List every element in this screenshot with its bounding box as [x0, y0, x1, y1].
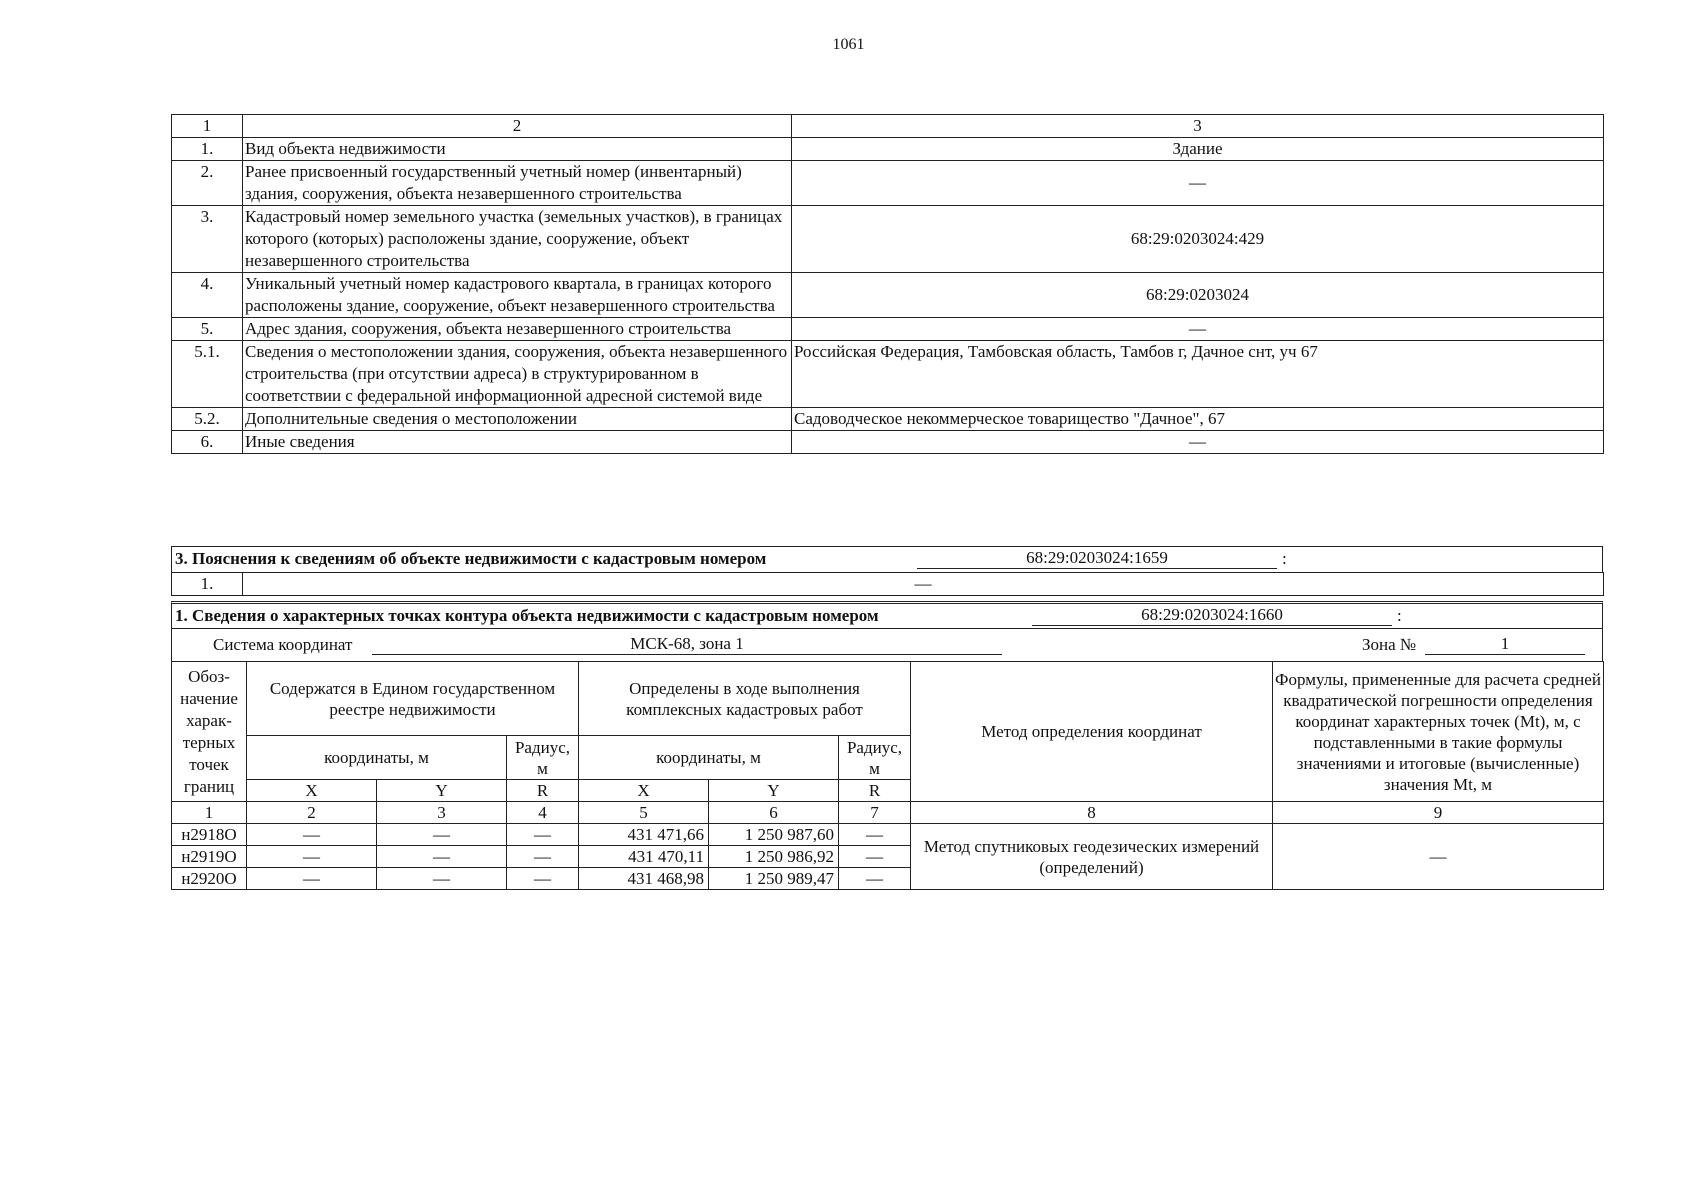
row-value: Садоводческое некоммерческое товарищество "Дачное", 67	[792, 408, 1604, 431]
table-row	[172, 408, 1604, 431]
col-number-3: 3	[792, 115, 1604, 138]
table-row	[172, 206, 1604, 273]
cell-r1: —	[507, 868, 579, 890]
cell-r2: —	[839, 846, 911, 868]
row-label: Сведения о местоположении здания, сооружения, объекта незавершенного строительства (при отсутствии адреса) в структурированном в соответствии с федеральной информационной адресной системой виде	[243, 341, 792, 408]
header-method: Метод определения координат	[911, 662, 1273, 802]
header-r-egrn: R	[507, 780, 579, 802]
object-info-table	[171, 114, 1604, 454]
col-number-3: 3	[377, 802, 507, 824]
table-row	[172, 318, 1604, 341]
section-3-header	[171, 546, 1603, 572]
header-y-kkr: Y	[709, 780, 839, 802]
row-number: 1.	[172, 138, 243, 161]
zone-value: 1	[1425, 634, 1585, 655]
header-r-kkr: R	[839, 780, 911, 802]
row-label: Иные сведения	[243, 431, 792, 454]
row-value: —	[792, 431, 1604, 454]
table-row	[172, 273, 1604, 318]
row-number: 2.	[172, 161, 243, 206]
row-value: Российская Федерация, Тамбовская область, Тамбов г, Дачное снт, уч 67	[792, 341, 1604, 408]
zone-label: Зона №	[1362, 635, 1417, 654]
section-1-title: 1. Сведения о характерных точках контура объекта недвижимости с кадастровым номером	[175, 606, 879, 625]
cell-x2: 431 470,11	[579, 846, 709, 868]
cell-r2: —	[839, 868, 911, 890]
cell-x1: —	[247, 824, 377, 846]
col-number-1: 1	[172, 115, 243, 138]
coordinate-system-row	[171, 629, 1603, 661]
section-3-title: 3. Пояснения к сведениям об объекте недвижимости с кадастровым номером	[175, 549, 767, 568]
col-number-2: 2	[247, 802, 377, 824]
row-value: —	[792, 161, 1604, 206]
row-value: 68:29:0203024	[792, 273, 1604, 318]
row-number: 1.	[172, 573, 243, 596]
header-x-egrn: X	[247, 780, 377, 802]
coord-system-value: МСК-68, зона 1	[372, 634, 1002, 655]
section-1-header	[171, 601, 1603, 629]
header-radius-kkr: Радиус, м	[839, 736, 911, 780]
header-point: Обоз-начение харак-терных точек границ	[172, 662, 247, 802]
method-cell: Метод спутниковых геодезических измерений (определений)	[911, 824, 1273, 890]
row-label: Уникальный учетный номер кадастрового квартала, в границах которого расположены здание, сооружение, объект незавершенного строительства	[243, 273, 792, 318]
col-number-5: 5	[579, 802, 709, 824]
cell-y1: —	[377, 846, 507, 868]
header-coords-egrn: координаты, м	[247, 736, 507, 780]
col-number-7: 7	[839, 802, 911, 824]
col-number-1: 1	[172, 802, 247, 824]
table-row	[172, 824, 1604, 846]
header-egrn: Содержатся в Едином государственном реестре недвижимости	[247, 662, 579, 736]
section-3-cadastral-number: 68:29:0203024:1659	[917, 548, 1277, 569]
table-row	[172, 341, 1604, 408]
row-number: 5.1.	[172, 341, 243, 408]
header-coords-kkr: координаты, м	[579, 736, 839, 780]
row-value: Здание	[792, 138, 1604, 161]
column-number-row	[172, 802, 1604, 824]
row-value: —	[792, 318, 1604, 341]
header-row-1	[172, 662, 1604, 736]
points-table	[171, 661, 1604, 890]
cell-x2: 431 471,66	[579, 824, 709, 846]
col-number-4: 4	[507, 802, 579, 824]
cell-r1: —	[507, 846, 579, 868]
row-number: 4.	[172, 273, 243, 318]
row-number: 5.	[172, 318, 243, 341]
cell-point: н2920О	[172, 868, 247, 890]
row-label: Вид объекта недвижимости	[243, 138, 792, 161]
row-value: —	[243, 573, 1604, 596]
cell-x1: —	[247, 868, 377, 890]
col-number-9: 9	[1273, 802, 1604, 824]
col-number-2: 2	[243, 115, 792, 138]
header-radius-egrn: Радиус, м	[507, 736, 579, 780]
section-1-cadastral-number: 68:29:0203024:1660	[1032, 605, 1392, 626]
coord-system-label: Система координат	[213, 635, 353, 654]
formula-cell: —	[1273, 824, 1604, 890]
table-row	[172, 138, 1604, 161]
page-number: 1061	[832, 36, 865, 53]
cell-x2: 431 468,98	[579, 868, 709, 890]
cell-point: н2918О	[172, 824, 247, 846]
section-1-suffix: :	[1397, 606, 1402, 625]
table-row	[172, 573, 1604, 596]
cell-y1: —	[377, 824, 507, 846]
section-3-suffix: :	[1282, 549, 1287, 568]
cell-y2: 1 250 987,60	[709, 824, 839, 846]
row-number: 6.	[172, 431, 243, 454]
header-y-egrn: Y	[377, 780, 507, 802]
cell-x1: —	[247, 846, 377, 868]
section-3-table	[171, 572, 1604, 596]
row-number: 5.2.	[172, 408, 243, 431]
cell-r1: —	[507, 824, 579, 846]
cell-point: н2919О	[172, 846, 247, 868]
cell-y2: 1 250 989,47	[709, 868, 839, 890]
cell-y1: —	[377, 868, 507, 890]
header-x-kkr: X	[579, 780, 709, 802]
header-formula: Формулы, примененные для расчета средней квадратической погрешности определения координат характерных точек (Mt), м, с подставленными в такие формулы значениями и итоговые (вычисленные) значения Mt, м	[1273, 662, 1604, 802]
table-row	[172, 431, 1604, 454]
cell-y2: 1 250 986,92	[709, 846, 839, 868]
row-label: Кадастровый номер земельного участка (земельных участков), в границах которого (которых) расположены здание, сооружение, объект незавершенного строительства	[243, 206, 792, 273]
row-value: 68:29:0203024:429	[792, 206, 1604, 273]
row-label: Ранее присвоенный государственный учетный номер (инвентарный) здания, сооружения, объекта незавершенного строительства	[243, 161, 792, 206]
row-number: 3.	[172, 206, 243, 273]
col-number-8: 8	[911, 802, 1273, 824]
cell-r2: —	[839, 824, 911, 846]
row-label: Адрес здания, сооружения, объекта незавершенного строительства	[243, 318, 792, 341]
column-number-row	[172, 115, 1604, 138]
row-label: Дополнительные сведения о местоположении	[243, 408, 792, 431]
table-row	[172, 161, 1604, 206]
header-kkr: Определены в ходе выполнения комплексных кадастровых работ	[579, 662, 911, 736]
col-number-6: 6	[709, 802, 839, 824]
